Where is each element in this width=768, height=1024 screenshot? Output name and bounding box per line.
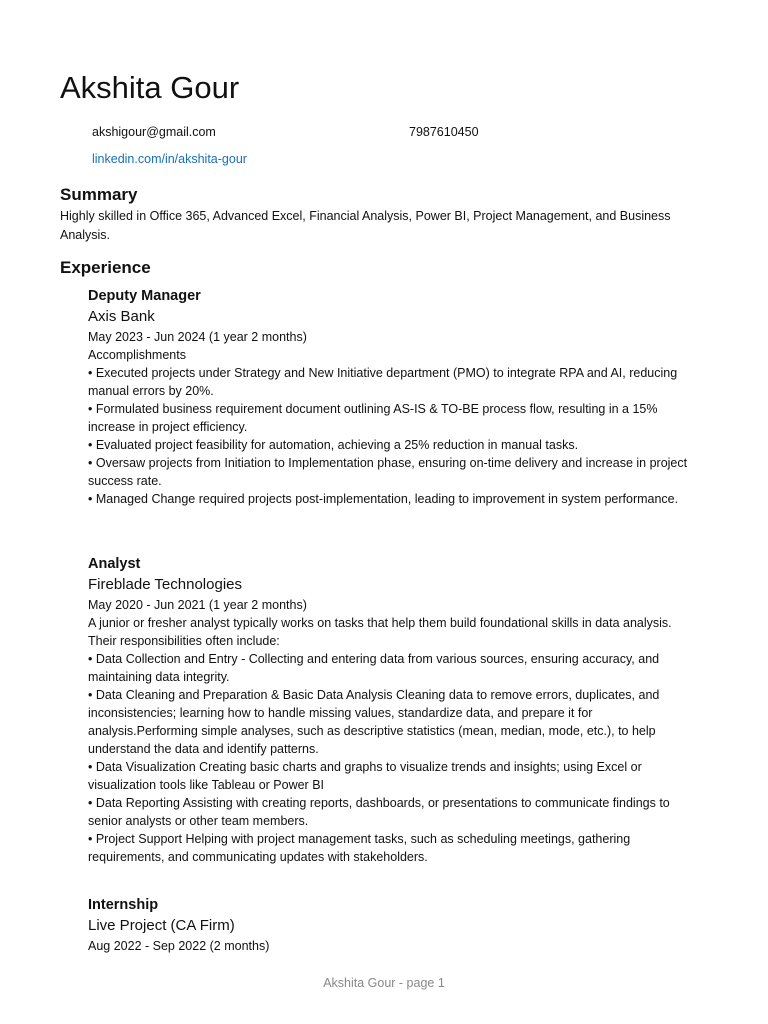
job-company: Fireblade Technologies [88, 576, 242, 593]
job-description [88, 614, 688, 866]
phone-number: 7987610450 [409, 125, 479, 139]
job-dates: Aug 2022 - Sep 2022 (2 months) [88, 939, 270, 953]
job-company: Live Project (CA Firm) [88, 917, 235, 934]
job-description [88, 346, 688, 508]
accomplishments-label: Accomplishments [88, 348, 186, 362]
candidate-name: Akshita Gour [60, 70, 240, 105]
bullet-item: • Data Cleaning and Preparation & Basic Data Analysis Cleaning data to remove errors, duplicates, and inconsistencies; learning how to handle missing values, standardize data, and prepare it for analysis.Performing simple analyses, such as descriptive statistics (mean, median, mode, etc.), to help understand the data and identify patterns. [88, 688, 660, 756]
bullet-item: • Formulated business requirement document outlining AS-IS & TO-BE process flow, resulting in a 15% increase in project efficiency. [88, 402, 658, 434]
job-dates: May 2020 - Jun 2021 (1 year 2 months) [88, 598, 307, 612]
job-company: Axis Bank [88, 308, 155, 325]
bullet-item: • Managed Change required projects post-implementation, leading to improvement in system performance. [88, 492, 679, 506]
job-entry-deputy-manager [88, 286, 688, 508]
job-dates: May 2023 - Jun 2024 (1 year 2 months) [88, 330, 307, 344]
job-entry-internship [88, 895, 688, 955]
bullet-item: • Data Visualization Creating basic charts and graphs to visualize trends and insights; using Excel or visualization tools like Tableau or Power BI [88, 760, 642, 792]
bullet-item: • Project Support Helping with project management tasks, such as scheduling meetings, gathering requirements, and communicating updates with stakeholders. [88, 832, 631, 864]
linkedin-link[interactable]: linkedin.com/in/akshita-gour [92, 152, 247, 166]
email-address: akshigour@gmail.com [92, 125, 216, 139]
bullet-item: • Oversaw projects from Initiation to Implementation phase, ensuring on-time delivery and increase in project success rate. [88, 456, 688, 488]
bullet-item: • Data Collection and Entry - Collecting and entering data from various sources, ensuring accuracy, and maintaining data integrity. [88, 652, 660, 684]
job-title: Analyst [88, 556, 141, 572]
bullet-item: • Data Reporting Assisting with creating reports, dashboards, or presentations to communicate findings to senior analysts or other team members. [88, 796, 670, 828]
experience-heading: Experience [60, 258, 151, 277]
job-title: Internship [88, 897, 159, 913]
page-footer: Akshita Gour - page 1 [323, 976, 445, 990]
bullet-item: • Evaluated project feasibility for automation, achieving a 25% reduction in manual tasks. [88, 438, 579, 452]
intro-text: A junior or fresher analyst typically works on tasks that help them build foundational skills in data analysis. Their responsibilities often include: [88, 616, 672, 648]
job-title: Deputy Manager [88, 288, 201, 304]
job-entry-analyst [88, 554, 688, 866]
summary-text: Highly skilled in Office 365, Advanced Excel, Financial Analysis, Power BI, Project Management, and Business Analysis. [60, 209, 671, 242]
summary-heading: Summary [60, 185, 138, 204]
bullet-item: • Executed projects under Strategy and New Initiative department (PMO) to integrate RPA and AI, reducing manual errors by 20%. [88, 366, 678, 398]
